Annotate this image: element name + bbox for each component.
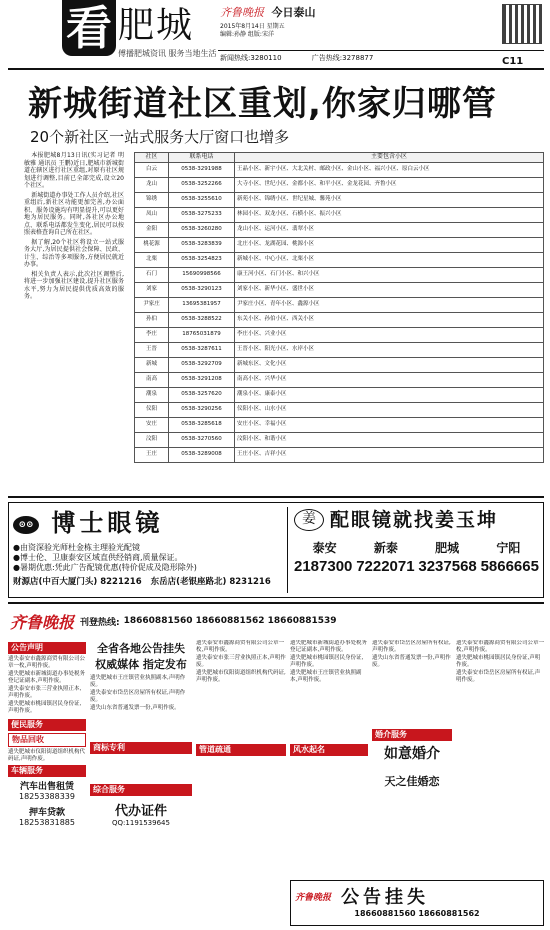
ad-phone: 3237568 bbox=[418, 558, 477, 575]
cell-areas: 汶阳小区、和谐小区 bbox=[235, 432, 544, 447]
cell-community: 李庄 bbox=[135, 327, 169, 342]
qr-code-icon bbox=[502, 4, 542, 44]
car-rent: 汽车出售租赁 bbox=[19, 782, 74, 792]
table-row bbox=[135, 312, 544, 327]
classified-item: 遗失泰安市鑫源商贸有限公司公章一枚,声明作废。 bbox=[8, 656, 86, 669]
classified-column bbox=[90, 640, 192, 925]
ad-slogan: 配眼镜就找姜玉坤 bbox=[330, 509, 499, 531]
table-row bbox=[135, 297, 544, 312]
table-row bbox=[135, 432, 544, 447]
gonggao-subtitle: 权威媒体 指定发布 bbox=[95, 658, 187, 671]
bottom-phone: 18660881560 18660881562 bbox=[354, 909, 480, 918]
headline: 新城街道社区重划,你家归哪管 bbox=[28, 84, 497, 124]
editors-line: 编辑:孙静 组版:宋洋 bbox=[220, 30, 274, 38]
table-row bbox=[135, 447, 544, 462]
classified-item: 遗失泰安市张三营业执照正本,声明作废。 bbox=[8, 686, 82, 699]
cell-community: 南高 bbox=[135, 372, 169, 387]
ad-city: 泰安 bbox=[312, 541, 337, 555]
cell-areas: 王庄小区、吉祥小区 bbox=[235, 447, 544, 462]
table-row bbox=[135, 342, 544, 357]
car-phone: 18253388339 bbox=[19, 792, 75, 801]
cell-community: 刘家 bbox=[135, 282, 169, 297]
classified-paper: 齐鲁晚报 bbox=[10, 612, 75, 632]
cell-phone: 0538-3287611 bbox=[169, 342, 235, 357]
cell-areas: 潮泉小区、康泰小区 bbox=[235, 387, 544, 402]
table-row bbox=[135, 327, 544, 342]
paper-sub: 今日泰山 bbox=[271, 6, 316, 19]
cell-phone: 0538-3289008 bbox=[169, 447, 235, 462]
table-row bbox=[135, 162, 544, 177]
table-row bbox=[135, 357, 544, 372]
table-row bbox=[135, 372, 544, 387]
hotline-number: 3280110 bbox=[250, 54, 282, 62]
ad-store: 财源店(中百大厦门头) 8221216 bbox=[13, 577, 142, 587]
classified-hotline: 18660881560 18660881562 18660881539 bbox=[123, 616, 337, 626]
classified-item: 遗失肥城市桃园镇居民身份证,声明作废。 bbox=[8, 701, 82, 714]
date-line: 2015年8月14日 星期五 bbox=[220, 23, 285, 30]
section-heading: 风水起名 bbox=[290, 744, 368, 756]
ad-bullet: ●暑期优惠:凭此广告配镜优惠(特价促成及隐形除外) bbox=[13, 563, 197, 572]
cell-phone: 0538-3291208 bbox=[169, 372, 235, 387]
loan-title: 押车贷款 bbox=[28, 808, 65, 818]
cell-community: 潮泉 bbox=[135, 387, 169, 402]
daiban-qq: QQ:1191539645 bbox=[112, 819, 170, 827]
classified-item: 遗失肥城市王庄镇营业执照副本,声明作废。 bbox=[90, 675, 186, 688]
cell-areas: 新苑小区、锦绣小区、世纪星城、馨苑小区 bbox=[235, 192, 544, 207]
bottom-paper: 齐鲁晚报 bbox=[295, 892, 332, 903]
ad-badge: 姜 bbox=[294, 509, 324, 531]
cell-community: 安庄 bbox=[135, 417, 169, 432]
cell-phone: 0538-3270560 bbox=[169, 432, 235, 447]
section-heading: 车辆服务 bbox=[8, 765, 86, 777]
ad-bullet: ●由资深验光师杜金栋主理验光配镜 bbox=[13, 543, 140, 552]
cell-community: 桃花源 bbox=[135, 237, 169, 252]
ad-city: 新泰 bbox=[373, 541, 398, 555]
cell-phone: 18765031879 bbox=[169, 327, 235, 342]
cell-phone: 0538-3290256 bbox=[169, 402, 235, 417]
masthead-tagline: 傅播肥城资讯 服务当地生活 bbox=[118, 49, 217, 58]
classified-item: 遗失泰安市张三营业执照正本,声明作废。 bbox=[196, 655, 286, 668]
cell-phone: 0538-3257620 bbox=[169, 387, 235, 402]
cell-community: 王庄 bbox=[135, 447, 169, 462]
table-row bbox=[135, 387, 544, 402]
paper-name: 齐鲁晚报 bbox=[220, 6, 264, 19]
cell-areas: 李庄小区、兴业小区 bbox=[235, 327, 544, 342]
table-row bbox=[135, 417, 544, 432]
cell-areas: 北庄小区、龙湖花园、桃源小区 bbox=[235, 237, 544, 252]
table-row bbox=[135, 252, 544, 267]
ad-bullet: ●博士伦、卫康泰安区域直供经销商,质量保证。 bbox=[13, 553, 183, 562]
cell-phone: 0538-3292709 bbox=[169, 357, 235, 372]
ad-city: 宁阳 bbox=[496, 541, 521, 555]
section-heading: 综合服务 bbox=[90, 784, 192, 796]
classified-column bbox=[196, 640, 286, 925]
classified-item: 遗失肥城市王庄镇营业执照副本,声明作废。 bbox=[290, 670, 362, 683]
community-table bbox=[134, 152, 544, 463]
bottom-title: 公告挂失 bbox=[341, 887, 430, 908]
classified-item: 遗失山东省普通发票一份,声明作废。 bbox=[90, 705, 180, 711]
hotline-label: 新闻热线: bbox=[220, 54, 251, 62]
table-row bbox=[135, 282, 544, 297]
glasses-logo-icon: ⊙⊙ bbox=[13, 516, 39, 534]
cell-community: 新城 bbox=[135, 357, 169, 372]
tianzhi-title: 天之佳婚恋 bbox=[384, 775, 440, 788]
masthead-title: 肥城 bbox=[118, 5, 195, 46]
table-body bbox=[135, 162, 544, 462]
classified-item: 遗失肥城市桃园镇居民身份证,声明作废。 bbox=[290, 655, 364, 668]
table-header: 社区 bbox=[135, 153, 169, 163]
cell-areas: 王晶小区、新宇小区、大北关村、邮政小区、金山小区、福兴小区、原白云小区 bbox=[235, 162, 544, 177]
page-number: C11 bbox=[502, 56, 524, 67]
table-row bbox=[135, 177, 544, 192]
cell-areas: 新城小区、中心小区、北栗小区 bbox=[235, 252, 544, 267]
wedding-title: 如意婚介 bbox=[384, 746, 440, 762]
article-paragraph: 相关负责人表示,此次社区调整后,将进一步加强社区建设,提升社区服务水平,努力为居民提供优质高效的服务。 bbox=[24, 270, 124, 300]
cell-community: 汶阳 bbox=[135, 432, 169, 447]
ad-brand: 博士眼镜 bbox=[51, 508, 164, 537]
cell-community: 王晋 bbox=[135, 342, 169, 357]
ad-hotline-number: 3278877 bbox=[342, 54, 374, 62]
classified-item: 遗失肥城市新城街道办事处税务登记证副本,声明作废。 bbox=[8, 671, 86, 684]
classified-item: 遗失泰安市鑫源商贸有限公司公章一枚,声明作废。 bbox=[456, 640, 544, 653]
cell-community: 孙伯 bbox=[135, 312, 169, 327]
table-row bbox=[135, 222, 544, 237]
table-header: 主要包含小区 bbox=[235, 153, 544, 163]
cell-community: 尹家庄 bbox=[135, 297, 169, 312]
cell-phone: 0538-3283839 bbox=[169, 237, 235, 252]
classified-item: 遗失山东省普通发票一份,声明作废。 bbox=[372, 655, 451, 668]
article-paragraph: 新城街道办事处工作人员介绍,社区重组后,新社区功能更加完善,办公面积、服务设施均有明显提升,可以更好地为居民服务。同时,各社区办公地点、联系电话都发生变化,居民可以按照表格查询自己所在社区。 bbox=[24, 191, 124, 236]
section-heading: 公告声明 bbox=[8, 642, 86, 654]
table-row bbox=[135, 237, 544, 252]
cell-areas: 康王河小区、石门小区、和兴小区 bbox=[235, 267, 544, 282]
table-row bbox=[135, 192, 544, 207]
subheadline: 20个新社区一站式服务大厅窗口也增多 bbox=[30, 128, 290, 146]
cell-areas: 大寺小区、世纪小区、金都小区、和平小区、金龙花园、齐鲁小区 bbox=[235, 177, 544, 192]
cell-phone: 0538-3285618 bbox=[169, 417, 235, 432]
cell-areas: 龙山小区、运河小区、翡翠小区 bbox=[235, 222, 544, 237]
classified-item: 遗失肥城市新城街道办事处税务登记证副本,声明作废。 bbox=[290, 640, 368, 653]
cell-community: 白云 bbox=[135, 162, 169, 177]
section-heading: 便民服务 bbox=[8, 719, 86, 731]
cell-areas: 刘家小区、新华小区、盛世小区 bbox=[235, 282, 544, 297]
table-row bbox=[135, 267, 544, 282]
cell-phone: 0538-3255610 bbox=[169, 192, 235, 207]
ad-block bbox=[8, 502, 544, 598]
cell-phone: 0538-3291988 bbox=[169, 162, 235, 177]
cell-areas: 尹家庄小区、青年小区、鑫源小区 bbox=[235, 297, 544, 312]
cell-areas: 王晋小区、阳光小区、水岸小区 bbox=[235, 342, 544, 357]
cell-areas: 林园小区、双龙小区、石横小区、振兴小区 bbox=[235, 207, 544, 222]
cell-phone: 0538-3288522 bbox=[169, 312, 235, 327]
cell-community: 仪阳 bbox=[135, 402, 169, 417]
classified-item: 遗失泰安市鑫源商贸有限公司公章一枚,声明作废。 bbox=[196, 640, 285, 653]
ad-city: 肥城 bbox=[435, 541, 460, 555]
cell-areas: 安庄小区、幸福小区 bbox=[235, 417, 544, 432]
classified-item: 遗失肥城市仪阳街道组织机构代码证,声明作废。 bbox=[196, 670, 286, 683]
cell-phone: 0538-3254823 bbox=[169, 252, 235, 267]
cell-community: 石门 bbox=[135, 267, 169, 282]
ad-phone: 5866665 bbox=[480, 558, 539, 575]
table-row bbox=[135, 207, 544, 222]
cell-phone: 0538-3252266 bbox=[169, 177, 235, 192]
cell-phone: 0538-3275233 bbox=[169, 207, 235, 222]
cell-areas: 新城东区、文化小区 bbox=[235, 357, 544, 372]
ad-store: 东岳店(老银座路北) 8231216 bbox=[150, 577, 271, 587]
cell-areas: 仪阳小区、山水小区 bbox=[235, 402, 544, 417]
table-header: 联系电话 bbox=[169, 153, 235, 163]
ad-phone: 7222071 bbox=[356, 558, 415, 575]
cell-community: 凤山 bbox=[135, 207, 169, 222]
classified-hotline-label: 刊登热线: bbox=[80, 617, 120, 628]
classified-item: 遗失泰安市岱岳区房屋所有权证,声明作废。 bbox=[372, 640, 451, 653]
cell-phone: 0538-3290123 bbox=[169, 282, 235, 297]
section-heading: 物品回收 bbox=[8, 733, 86, 747]
cell-areas: 东关小区、孙伯小区、西关小区 bbox=[235, 312, 544, 327]
masthead-logo-kan: 看 bbox=[62, 0, 116, 56]
cell-phone: 0538-3260280 bbox=[169, 222, 235, 237]
ad-hotline-label: 广告热线: bbox=[311, 54, 343, 62]
daiban-title: 代办证件 bbox=[114, 804, 167, 819]
bottom-banner bbox=[290, 880, 544, 926]
gonggao-title: 全省各地公告挂失 bbox=[97, 642, 185, 655]
classified-item: 遗失肥城市桃园镇居民身份证,声明作废。 bbox=[456, 655, 541, 668]
classified-item: 遗失泰安市岱岳区房屋所有权证,声明作废。 bbox=[90, 690, 186, 703]
article-body bbox=[24, 152, 124, 303]
section-heading: 管道疏通 bbox=[196, 744, 286, 756]
cell-areas: 南高小区、兴华小区 bbox=[235, 372, 544, 387]
cell-phone: 15690998566 bbox=[169, 267, 235, 282]
section-heading: 婚介服务 bbox=[372, 729, 452, 741]
table-row bbox=[135, 402, 544, 417]
article-paragraph: 本报肥城8月13日讯(实习记者 明敏雅 通讯员 王鹏)近日,肥城市新城街道在辖区进行社区重组,对原有社区规划进行调整,目前已全部完成,设立20个社区。 bbox=[24, 152, 124, 189]
classified-item: 遗失泰安市岱岳区房屋所有权证,声明作废。 bbox=[456, 670, 541, 683]
classified-column bbox=[8, 640, 86, 925]
section-heading: 商标专利 bbox=[90, 742, 192, 754]
classified-item: 遗失肥城市仪阳街道组织机构代码证,声明作废。 bbox=[8, 749, 86, 762]
cell-phone: 13695381957 bbox=[169, 297, 235, 312]
cell-community: 北栗 bbox=[135, 252, 169, 267]
cell-community: 龙山 bbox=[135, 177, 169, 192]
article-paragraph: 据了解,20个社区将设立一站式服务大厅,为居民提供社会保障、民政、计生、综治等多项服务,方便居民就近办事。 bbox=[24, 238, 124, 268]
cell-community: 锦绣 bbox=[135, 192, 169, 207]
loan-phone: 18253831885 bbox=[19, 818, 75, 827]
cell-community: 金阳 bbox=[135, 222, 169, 237]
ad-phone: 2187300 bbox=[294, 558, 353, 575]
